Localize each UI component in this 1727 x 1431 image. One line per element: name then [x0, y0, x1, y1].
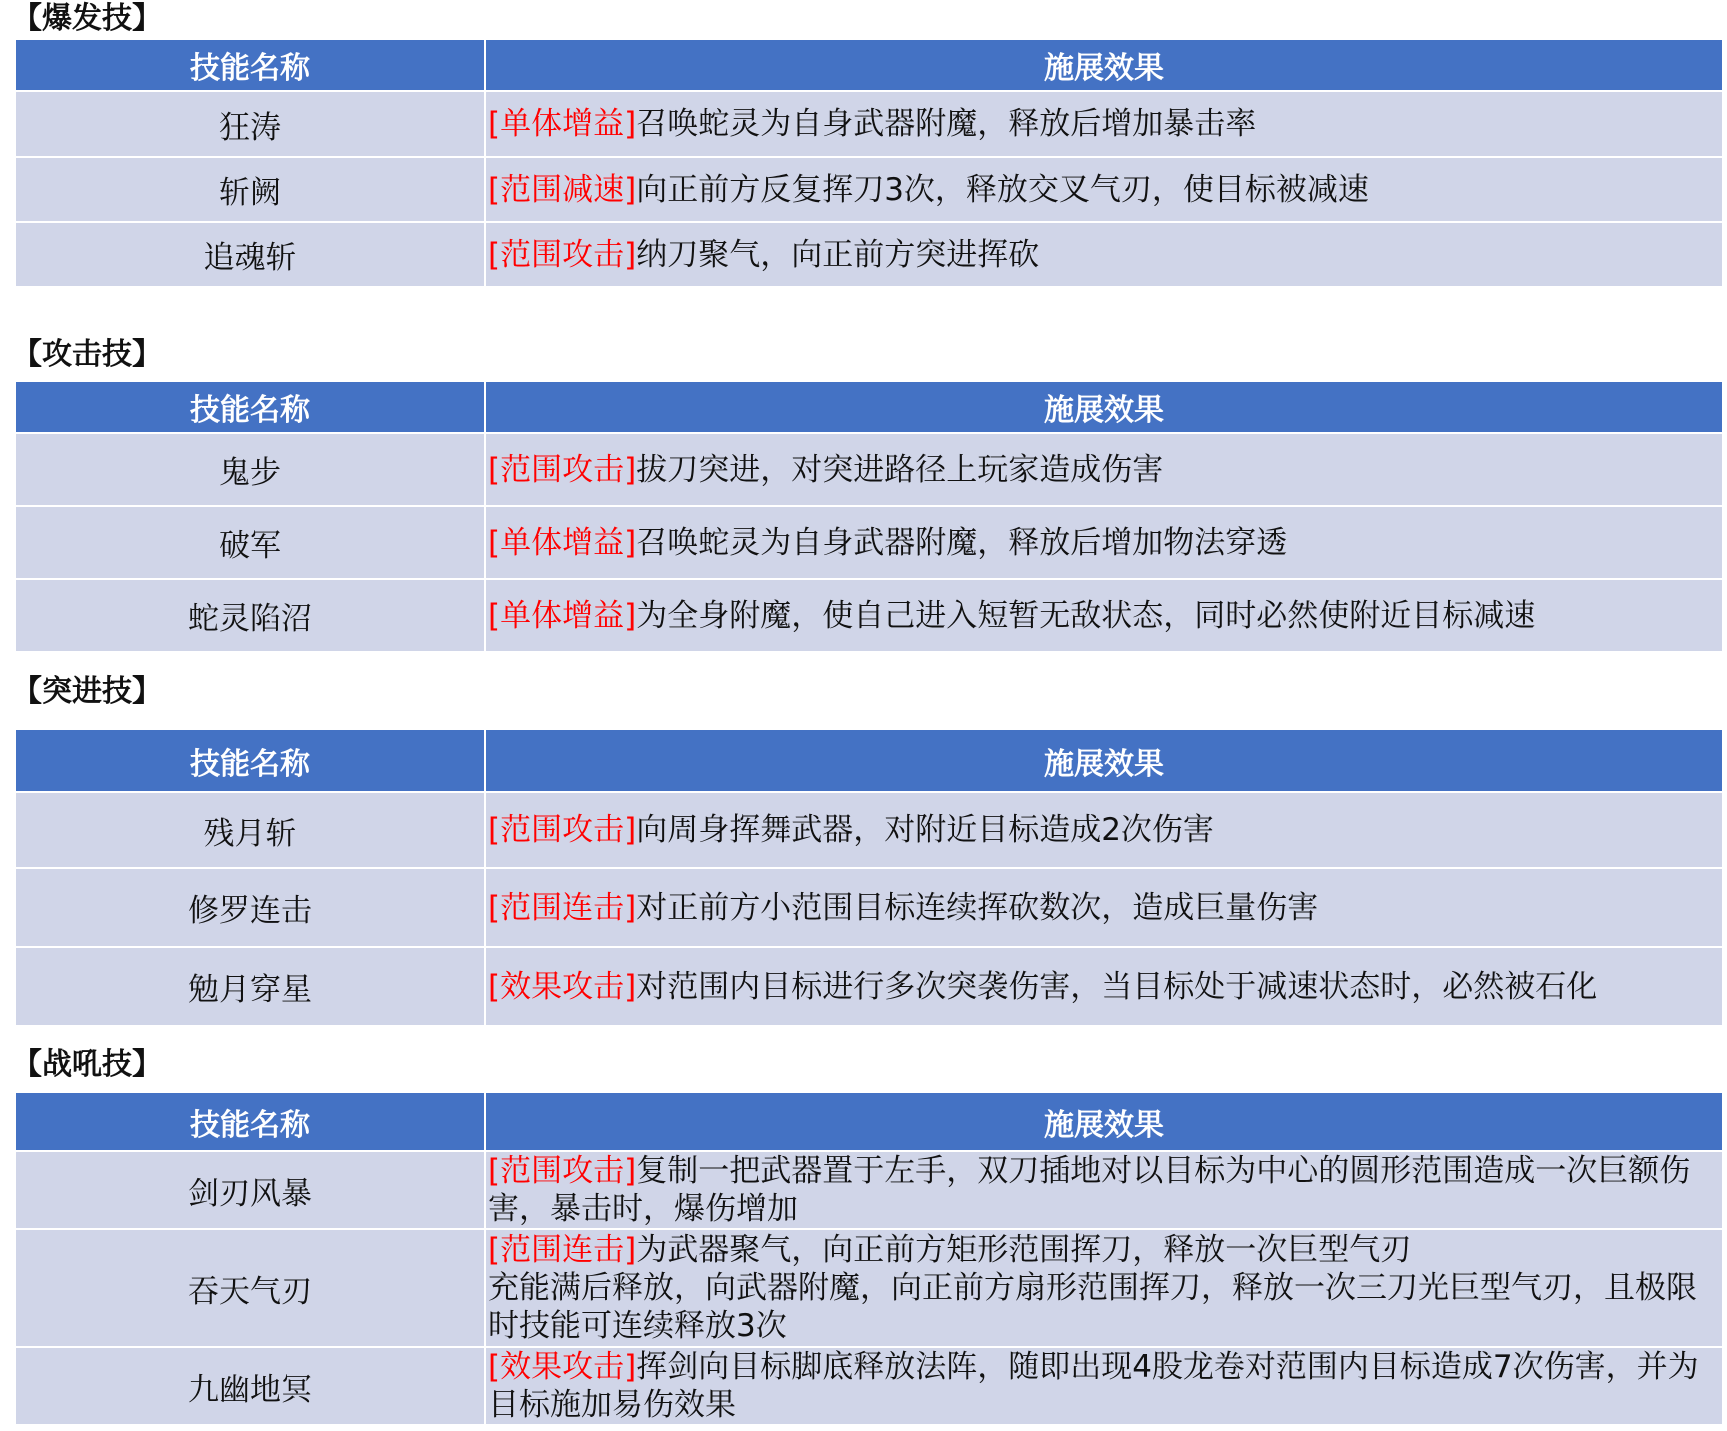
skill-effect	[485, 947, 1723, 1026]
skill-tag: [范围减速]	[488, 171, 637, 208]
skill-name: 破军	[15, 506, 485, 579]
skill-tag: [单体增益]	[488, 106, 637, 142]
header-skill-name: 技能名称	[15, 382, 485, 433]
skill-desc: 向周身挥舞武器，对附近目标造成2次伤害	[636, 812, 1214, 848]
skill-effect	[485, 792, 1723, 868]
table-row	[15, 947, 1723, 1026]
skill-table-attack	[14, 382, 1724, 653]
skill-name: 追魂斩	[15, 222, 485, 287]
skill-tag: [范围攻击]	[488, 451, 637, 488]
table-row	[15, 1151, 1723, 1229]
header-skill-name: 技能名称	[15, 1093, 485, 1151]
header-effect: 施展效果	[485, 1093, 1723, 1151]
table-row	[15, 433, 1723, 506]
skill-desc: 拔刀突进，对突进路径上玩家造成伤害	[636, 451, 1164, 488]
table-row	[15, 222, 1723, 287]
table-row	[15, 1229, 1723, 1347]
skill-desc: 召唤蛇灵为自身武器附魔，释放后增加物法穿透	[636, 524, 1288, 561]
skill-tag: [效果攻击]	[488, 968, 637, 1005]
skill-tag: [范围攻击]	[488, 236, 637, 273]
table-row	[15, 868, 1723, 947]
skill-name: 剑刃风暴	[15, 1151, 485, 1229]
header-skill-name: 技能名称	[15, 730, 485, 792]
skill-effect	[485, 433, 1723, 506]
skill-desc: 对范围内目标进行多次突袭伤害，当目标处于减速状态时，必然被石化	[636, 968, 1598, 1005]
skill-name: 九幽地冥	[15, 1347, 485, 1425]
header-skill-name: 技能名称	[15, 40, 485, 91]
skill-name: 蛇灵陷沼	[15, 579, 485, 652]
section-title-dash: 【突进技】	[12, 674, 162, 709]
skill-effect	[485, 157, 1723, 222]
skill-name: 吞天气刃	[15, 1229, 485, 1347]
skill-effect	[485, 1229, 1723, 1347]
skill-desc: 复制一把武器置于左手，双刀插地对以目标为中心的圆形范围造成一次巨额伤害，暴击时，爆伤增加	[488, 1153, 1691, 1227]
header-effect: 施展效果	[485, 382, 1723, 433]
skill-name: 勉月穿星	[15, 947, 485, 1026]
header-effect: 施展效果	[485, 730, 1723, 792]
section-title-warcry: 【战吼技】	[12, 1047, 162, 1082]
skill-desc: 召唤蛇灵为自身武器附魔，释放后增加暴击率	[636, 106, 1257, 142]
skill-tag: [范围攻击]	[488, 812, 637, 848]
table-row	[15, 792, 1723, 868]
skill-effect	[485, 868, 1723, 947]
skill-desc: 为全身附魔，使自己进入短暂无敌状态，同时必然使附近目标减速	[636, 597, 1536, 634]
skill-effect	[485, 579, 1723, 652]
skill-desc: 向正前方反复挥刀3次，释放交叉气刃，使目标被减速	[636, 171, 1369, 208]
skill-desc: 对正前方小范围目标连续挥砍数次，造成巨量伤害	[636, 889, 1319, 926]
skill-name: 斩阙	[15, 157, 485, 222]
table-row	[15, 506, 1723, 579]
table-header	[15, 382, 1723, 433]
skill-name: 修罗连击	[15, 868, 485, 947]
table-row	[15, 157, 1723, 222]
skill-table-warcry	[14, 1093, 1724, 1426]
skill-effect	[485, 222, 1723, 287]
header-effect: 施展效果	[485, 40, 1723, 91]
skill-tag: [单体增益]	[488, 597, 637, 634]
skill-name: 残月斩	[15, 792, 485, 868]
skill-effect	[485, 1151, 1723, 1229]
table-header	[15, 1093, 1723, 1151]
table-row	[15, 1347, 1723, 1425]
table-header	[15, 40, 1723, 91]
section-title-burst: 【爆发技】	[12, 1, 162, 36]
table-row	[15, 579, 1723, 652]
skill-tag: [范围连击]	[488, 1232, 637, 1268]
skill-effect	[485, 506, 1723, 579]
skill-tag: [范围攻击]	[488, 1153, 637, 1189]
table-header	[15, 730, 1723, 792]
skill-table-dash	[14, 730, 1724, 1027]
skill-name: 鬼步	[15, 433, 485, 506]
skill-effect	[485, 91, 1723, 157]
skill-desc: 挥剑向目标脚底释放法阵，随即出现4股龙卷对范围内目标造成7次伤害，并为目标施加易伤效果	[488, 1349, 1699, 1423]
skill-desc: 纳刀聚气，向正前方突进挥砍	[636, 236, 1040, 273]
skill-effect	[485, 1347, 1723, 1425]
skill-table-burst	[14, 40, 1724, 288]
table-row	[15, 91, 1723, 157]
skill-tag: [范围连击]	[488, 889, 637, 926]
skill-desc: 为武器聚气，向正前方矩形范围挥刀，释放一次巨型气刃	[636, 1232, 1412, 1268]
section-title-attack: 【攻击技】	[12, 337, 162, 372]
skill-name: 狂涛	[15, 91, 485, 157]
skill-desc-secondary: 充能满后释放，向武器附魔，向正前方扇形范围挥刀，释放一次三刀光巨型气刃，且极限时技能可连续释放3次	[488, 1270, 1697, 1344]
skill-tag: [效果攻击]	[488, 1349, 637, 1385]
skill-tag: [单体增益]	[488, 524, 637, 561]
